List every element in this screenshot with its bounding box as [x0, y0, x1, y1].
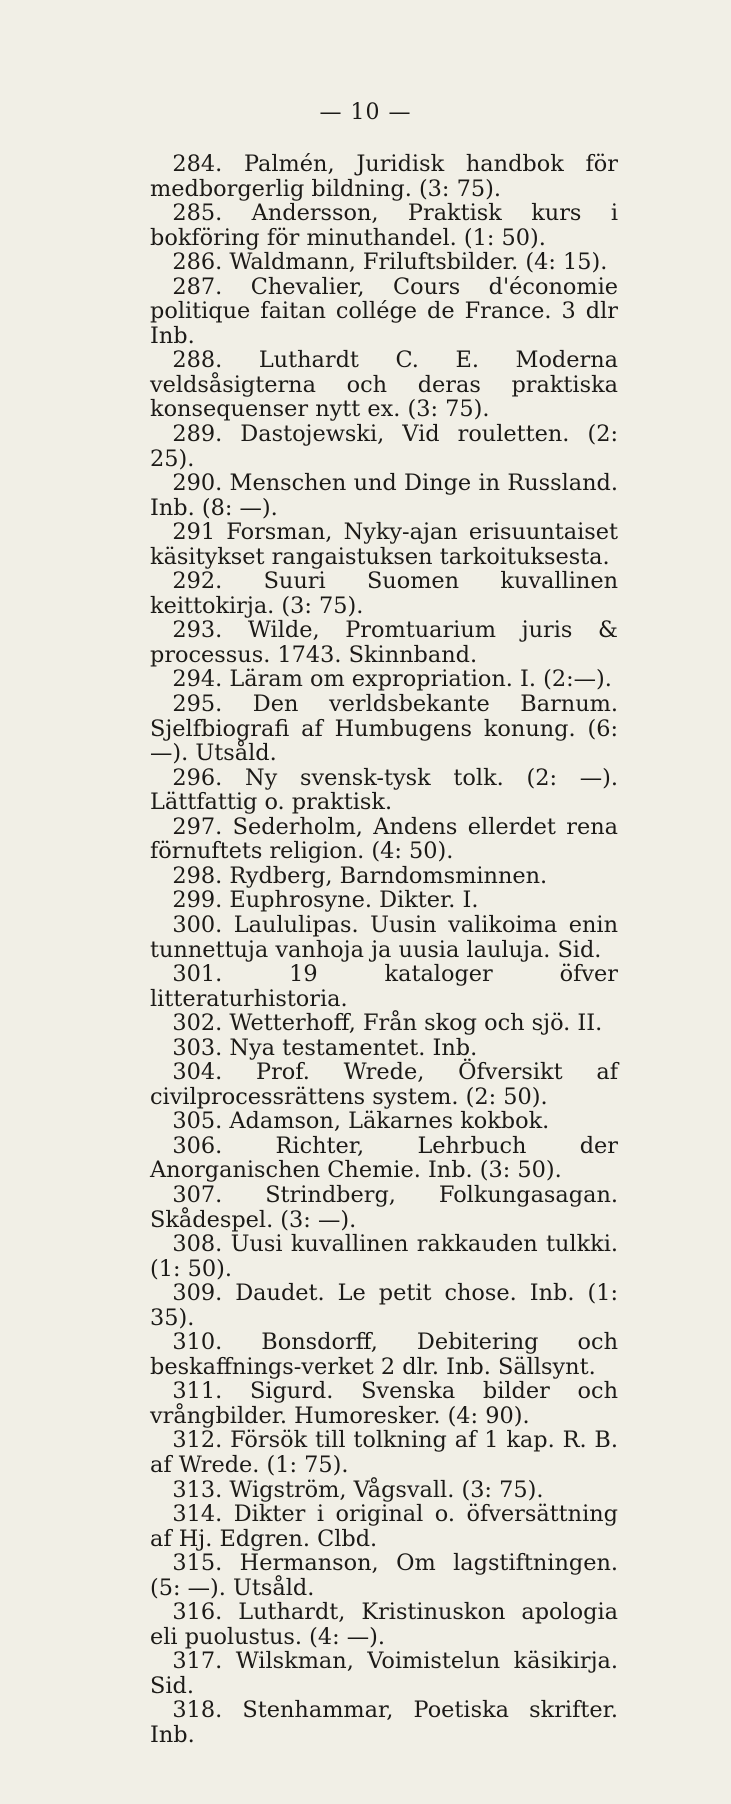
catalog-entry-287: 287. Chevalier, Cours d'économie politique faitan collége de France. 3 dlr Inb.	[150, 273, 618, 349]
catalog-entry-307: 307. Strindberg, Folkungasagan. Skådespel. (3: —).	[150, 1181, 618, 1233]
catalog-entry-292: 292. Suuri Suomen kuvallinen keittokirja. (3: 75).	[150, 568, 618, 619]
catalog-entry-284: 284. Palmén, Juridisk handbok för medborgerlig bildning. (3: 75).	[150, 151, 618, 202]
catalog-entry-310: 310. Bonsdorff, Debitering och beskaffnings-verket 2 dlr. Inb. Sällsynt.	[150, 1329, 618, 1380]
catalog-entry-300: 300. Laululipas. Uusin valikoima enin tunnettuja vanhoja ja uusia lauluja. Sid.	[150, 911, 618, 963]
catalog-entry-316: 316. Luthardt, Kristinuskon apologia eli puolustus. (4: —).	[150, 1599, 618, 1650]
catalog-entry-314: 314. Dikter i original o. öfversättning af Hj. Edgren. Clbd.	[150, 1501, 618, 1552]
catalog-entry-312: 312. Försök till tolkning af 1 kap. R. B. af Wrede. (1: 75).	[150, 1427, 618, 1478]
catalog-entry-299: 299. Euphrosyne. Dikter. I.	[172, 887, 479, 914]
catalog-entry-313: 313. Wigström, Vågsvall. (3: 75).	[172, 1476, 544, 1503]
catalog-entry-297: 297. Sederholm, Andens ellerdet rena förnuftets religion. (4: 50).	[150, 813, 618, 865]
catalog-entry-311: 311. Sigurd. Svenska bilder och vrångbilder. Humoresker. (4: 90).	[150, 1378, 618, 1429]
catalog-entry-302: 302. Wetterhoff, Från skog och sjö. II.	[172, 1010, 603, 1037]
catalog-entry-303: 303. Nya testamentet. Inb.	[172, 1034, 478, 1061]
catalog-entry-304: 304. Prof. Wrede, Öfversikt af civilprocessrättens system. (2: 50).	[150, 1059, 618, 1110]
catalog-entry-294: 294. Läram om expropriation. I. (2:—).	[172, 666, 612, 693]
catalog-list	[150, 152, 618, 1748]
catalog-entry-289: 289. Dastojewski, Vid rouletten. (2: 25).	[150, 421, 618, 472]
catalog-entry-309: 309. Daudet. Le petit chose. Inb. (1: 35).	[150, 1280, 618, 1331]
catalog-entry-306: 306. Richter, Lehrbuch der Anorganischen Chemie. Inb. (3: 50).	[150, 1132, 618, 1184]
catalog-entry-291: 291 Forsman, Nyky-ajan erisuuntaiset käsitykset rangaistuksen tarkoituksesta.	[150, 519, 618, 570]
catalog-entry-296: 296. Ny svensk-tysk tolk. (2: —). Lättfattig o. praktisk.	[150, 764, 618, 816]
catalog-entry-308: 308. Uusi kuvallinen rakkauden tulkki. (1: 50).	[150, 1231, 618, 1282]
catalog-entry-301: 301. 19 kataloger öfver litteraturhistoria.	[150, 961, 618, 1012]
catalog-entry-295: 295. Den verldsbekante Barnum. Sjelfbiografi af Humbugens konung. (6: —). Utsåld.	[150, 691, 618, 767]
catalog-entry-290: 290. Menschen und Dinge in Russland. Inb. (8: —).	[150, 470, 618, 521]
catalog-entry-285: 285. Andersson, Praktisk kurs i bokföring för minuthandel. (1: 50).	[150, 200, 618, 251]
page-number: — 10 —	[319, 100, 412, 125]
catalog-entry-298: 298. Rydberg, Barndomsminnen.	[172, 862, 548, 889]
catalog-entry-317: 317. Wilskman, Voimistelun käsikirja. Sid.	[150, 1648, 618, 1699]
catalog-entry-315: 315. Hermanson, Om lagstiftningen. (5: —). Utsåld.	[150, 1550, 618, 1601]
catalog-entry-288: 288. Luthardt C. E. Moderna veldsåsigterna och deras praktiska konsequenser nytt ex. (3: 75).	[150, 347, 618, 423]
catalog-entry-305: 305. Adamson, Läkarnes kokbok.	[172, 1108, 550, 1135]
catalog-entry-286: 286. Waldmann, Friluftsbilder. (4: 15).	[172, 249, 608, 276]
catalog-entry-293: 293. Wilde, Promtuarium juris & processus. 1743. Skinnband.	[150, 617, 618, 668]
catalog-entry-318: 318. Stenhammar, Poetiska skrifter. Inb.	[150, 1697, 618, 1748]
